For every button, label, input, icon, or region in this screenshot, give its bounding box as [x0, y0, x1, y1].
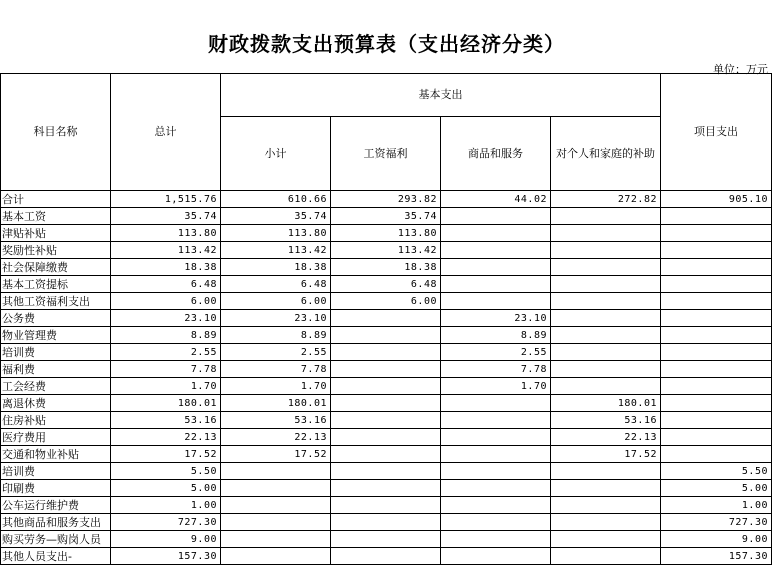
cell-goods	[441, 259, 551, 276]
cell-total: 6.00	[111, 293, 221, 310]
cell-total: 6.48	[111, 276, 221, 293]
cell-subtotal: 113.80	[221, 225, 331, 242]
cell-salary	[331, 463, 441, 480]
cell-salary	[331, 446, 441, 463]
cell-total: 5.00	[111, 480, 221, 497]
cell-goods: 8.89	[441, 327, 551, 344]
cell-goods: 1.70	[441, 378, 551, 395]
cell-project	[661, 208, 772, 225]
cell-personal	[551, 327, 661, 344]
cell-subject-name: 其他人员支出-	[1, 548, 111, 565]
cell-project	[661, 259, 772, 276]
cell-personal	[551, 480, 661, 497]
cell-project	[661, 412, 772, 429]
cell-salary	[331, 531, 441, 548]
cell-project: 727.30	[661, 514, 772, 531]
cell-salary: 293.82	[331, 191, 441, 208]
cell-personal	[551, 344, 661, 361]
cell-total: 180.01	[111, 395, 221, 412]
cell-personal	[551, 208, 661, 225]
page-title: 财政拨款支出预算表（支出经济分类）	[208, 32, 565, 56]
cell-personal: 22.13	[551, 429, 661, 446]
cell-goods	[441, 225, 551, 242]
cell-goods	[441, 395, 551, 412]
table-row	[1, 446, 772, 463]
cell-goods	[441, 497, 551, 514]
cell-project: 157.30	[661, 548, 772, 565]
table-row	[1, 378, 772, 395]
cell-salary	[331, 548, 441, 565]
cell-subject-name: 医疗费用	[1, 429, 111, 446]
header-project: 项目支出	[661, 74, 772, 191]
header-personal: 对个人和家庭的补助	[551, 117, 661, 191]
cell-project	[661, 344, 772, 361]
table-row	[1, 293, 772, 310]
cell-goods: 2.55	[441, 344, 551, 361]
cell-project: 5.00	[661, 480, 772, 497]
cell-project	[661, 327, 772, 344]
cell-project	[661, 429, 772, 446]
cell-subject-name: 印刷费	[1, 480, 111, 497]
table-row	[1, 412, 772, 429]
header-basic: 基本支出	[221, 74, 661, 117]
cell-personal	[551, 293, 661, 310]
cell-goods	[441, 412, 551, 429]
cell-subtotal: 22.13	[221, 429, 331, 446]
cell-personal: 17.52	[551, 446, 661, 463]
cell-salary	[331, 514, 441, 531]
cell-personal	[551, 310, 661, 327]
cell-total: 5.50	[111, 463, 221, 480]
cell-subtotal: 8.89	[221, 327, 331, 344]
cell-subtotal: 610.66	[221, 191, 331, 208]
cell-personal	[551, 225, 661, 242]
cell-subject-name: 购买劳务—购岗人员	[1, 531, 111, 548]
cell-total: 2.55	[111, 344, 221, 361]
cell-goods	[441, 293, 551, 310]
cell-subject-name: 公车运行维护费	[1, 497, 111, 514]
cell-salary: 113.42	[331, 242, 441, 259]
cell-project	[661, 276, 772, 293]
cell-subtotal: 113.42	[221, 242, 331, 259]
cell-subtotal	[221, 463, 331, 480]
cell-total: 1,515.76	[111, 191, 221, 208]
cell-subject-name: 基本工资提标	[1, 276, 111, 293]
cell-goods	[441, 446, 551, 463]
cell-goods	[441, 242, 551, 259]
cell-subject-name: 基本工资	[1, 208, 111, 225]
cell-salary	[331, 327, 441, 344]
cell-salary: 113.80	[331, 225, 441, 242]
cell-personal	[551, 463, 661, 480]
cell-salary: 6.48	[331, 276, 441, 293]
cell-subtotal	[221, 497, 331, 514]
cell-subtotal: 6.48	[221, 276, 331, 293]
cell-subject-name: 合计	[1, 191, 111, 208]
cell-project	[661, 378, 772, 395]
cell-project	[661, 361, 772, 378]
cell-goods	[441, 276, 551, 293]
cell-personal	[551, 242, 661, 259]
table-row	[1, 208, 772, 225]
cell-total: 23.10	[111, 310, 221, 327]
cell-subtotal: 7.78	[221, 361, 331, 378]
header-goods: 商品和服务	[441, 117, 551, 191]
cell-salary	[331, 480, 441, 497]
cell-salary	[331, 378, 441, 395]
cell-goods: 7.78	[441, 361, 551, 378]
cell-goods	[441, 463, 551, 480]
cell-subtotal: 18.38	[221, 259, 331, 276]
cell-salary	[331, 361, 441, 378]
table-row	[1, 327, 772, 344]
table-row	[1, 361, 772, 378]
cell-subject-name: 津贴补贴	[1, 225, 111, 242]
cell-subtotal	[221, 514, 331, 531]
cell-goods: 44.02	[441, 191, 551, 208]
table-row	[1, 548, 772, 565]
cell-personal: 180.01	[551, 395, 661, 412]
cell-total: 157.30	[111, 548, 221, 565]
cell-subject-name: 培训费	[1, 344, 111, 361]
cell-total: 1.00	[111, 497, 221, 514]
header-salary: 工资福利	[331, 117, 441, 191]
cell-subtotal	[221, 548, 331, 565]
cell-goods	[441, 514, 551, 531]
cell-goods	[441, 531, 551, 548]
table-row	[1, 191, 772, 208]
cell-subtotal: 1.70	[221, 378, 331, 395]
cell-personal	[551, 548, 661, 565]
unit-label: 单位：万元	[713, 63, 768, 76]
table-row	[1, 429, 772, 446]
table-row	[1, 242, 772, 259]
cell-salary	[331, 395, 441, 412]
cell-project: 905.10	[661, 191, 772, 208]
cell-total: 7.78	[111, 361, 221, 378]
cell-subtotal	[221, 480, 331, 497]
cell-total: 113.42	[111, 242, 221, 259]
cell-total: 1.70	[111, 378, 221, 395]
cell-personal	[551, 378, 661, 395]
table-row	[1, 531, 772, 548]
cell-subject-name: 社会保障缴费	[1, 259, 111, 276]
cell-salary	[331, 497, 441, 514]
cell-project	[661, 395, 772, 412]
cell-subject-name: 公务费	[1, 310, 111, 327]
budget-table	[0, 73, 772, 565]
table-row	[1, 310, 772, 327]
cell-subject-name: 其他工资福利支出	[1, 293, 111, 310]
cell-personal	[551, 531, 661, 548]
cell-project	[661, 242, 772, 259]
cell-total: 18.38	[111, 259, 221, 276]
cell-goods: 23.10	[441, 310, 551, 327]
table-row	[1, 463, 772, 480]
cell-subject-name: 奖励性补贴	[1, 242, 111, 259]
cell-personal: 53.16	[551, 412, 661, 429]
cell-subtotal: 35.74	[221, 208, 331, 225]
table-row	[1, 514, 772, 531]
header-total: 总计	[111, 74, 221, 191]
header-subject: 科目名称	[1, 74, 111, 191]
cell-total: 22.13	[111, 429, 221, 446]
cell-goods	[441, 548, 551, 565]
cell-subject-name: 住房补贴	[1, 412, 111, 429]
cell-subtotal: 180.01	[221, 395, 331, 412]
cell-total: 17.52	[111, 446, 221, 463]
cell-total: 53.16	[111, 412, 221, 429]
cell-subtotal: 53.16	[221, 412, 331, 429]
cell-goods	[441, 480, 551, 497]
cell-subtotal: 6.00	[221, 293, 331, 310]
cell-subject-name: 培训费	[1, 463, 111, 480]
cell-personal: 272.82	[551, 191, 661, 208]
cell-subject-name: 离退休费	[1, 395, 111, 412]
table-row	[1, 480, 772, 497]
cell-personal	[551, 497, 661, 514]
table-row	[1, 344, 772, 361]
cell-subtotal: 23.10	[221, 310, 331, 327]
cell-subject-name: 福利费	[1, 361, 111, 378]
table-row	[1, 225, 772, 242]
cell-subject-name: 物业管理费	[1, 327, 111, 344]
cell-salary	[331, 310, 441, 327]
cell-personal	[551, 276, 661, 293]
cell-personal	[551, 514, 661, 531]
cell-project	[661, 225, 772, 242]
cell-salary: 6.00	[331, 293, 441, 310]
cell-project: 5.50	[661, 463, 772, 480]
cell-salary	[331, 429, 441, 446]
cell-total: 8.89	[111, 327, 221, 344]
cell-salary: 35.74	[331, 208, 441, 225]
cell-subject-name: 其他商品和服务支出	[1, 514, 111, 531]
cell-subject-name: 交通和物业补贴	[1, 446, 111, 463]
cell-subject-name: 工会经费	[1, 378, 111, 395]
cell-total: 9.00	[111, 531, 221, 548]
cell-subtotal	[221, 531, 331, 548]
table-row	[1, 259, 772, 276]
cell-subtotal: 17.52	[221, 446, 331, 463]
cell-total: 727.30	[111, 514, 221, 531]
cell-salary	[331, 344, 441, 361]
cell-project: 1.00	[661, 497, 772, 514]
header-subtotal: 小计	[221, 117, 331, 191]
cell-total: 35.74	[111, 208, 221, 225]
table-row	[1, 395, 772, 412]
cell-project	[661, 310, 772, 327]
cell-project	[661, 446, 772, 463]
cell-salary	[331, 412, 441, 429]
cell-goods	[441, 429, 551, 446]
cell-personal	[551, 361, 661, 378]
cell-goods	[441, 208, 551, 225]
cell-project: 9.00	[661, 531, 772, 548]
cell-salary: 18.38	[331, 259, 441, 276]
cell-total: 113.80	[111, 225, 221, 242]
cell-personal	[551, 259, 661, 276]
cell-subtotal: 2.55	[221, 344, 331, 361]
table-row	[1, 276, 772, 293]
table-row	[1, 497, 772, 514]
cell-project	[661, 293, 772, 310]
